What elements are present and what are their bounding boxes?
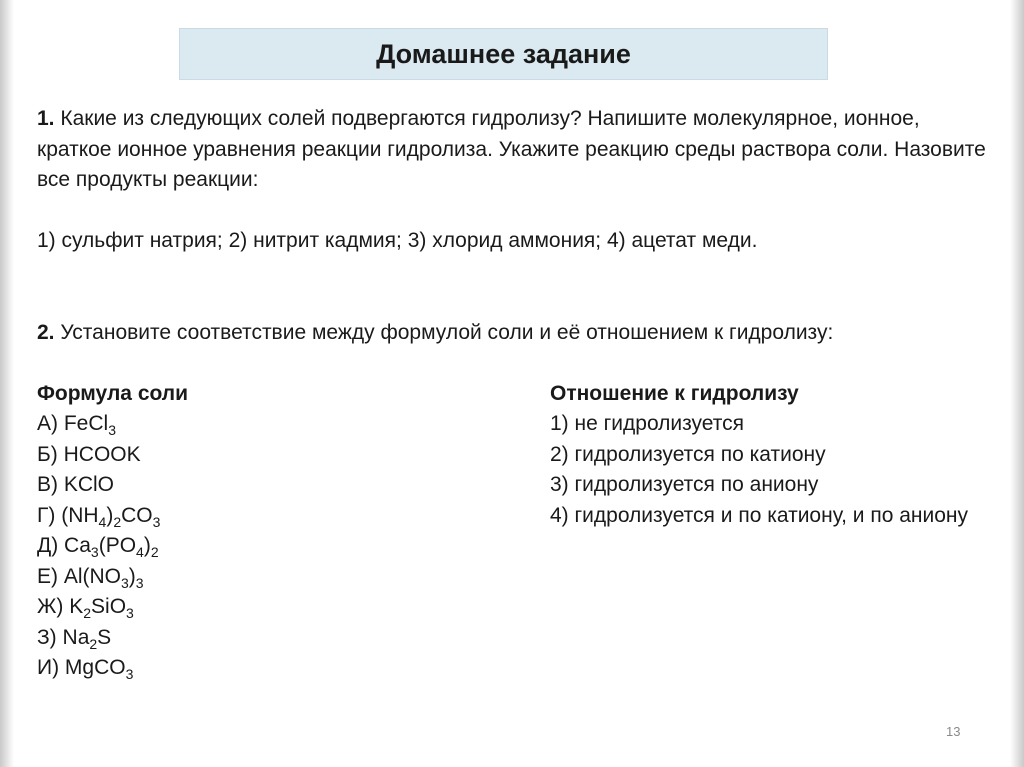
formula-label: Б) <box>37 442 58 466</box>
formula-text: Na <box>56 625 90 649</box>
task1-number: 1. <box>37 107 55 130</box>
left-edge-shadow <box>0 0 14 767</box>
hydrolysis-option-list <box>550 409 990 531</box>
task2-text: Установите соответствие между формулой соли и её отношением к гидролизу: <box>54 320 834 344</box>
formula-list <box>37 409 507 684</box>
formula-text: FeCl <box>58 412 109 435</box>
spacer <box>37 348 997 379</box>
formula-item <box>37 531 507 562</box>
formula-item <box>37 653 507 684</box>
formula-item <box>37 409 507 440</box>
formula-text: CO <box>121 503 153 527</box>
formula-label: И) <box>37 656 60 679</box>
formula-label: Ж) <box>37 595 64 618</box>
hydrolysis-option: 4) гидролизуется и по катиону, и по аниону <box>550 503 969 527</box>
spacer <box>37 257 997 318</box>
formula-label: З) <box>37 625 57 649</box>
formula-column-heading: Формула соли <box>37 381 189 405</box>
formula-subscript: 3 <box>126 605 134 621</box>
formula-item <box>37 501 507 532</box>
formula-text: Al(NO <box>58 564 121 588</box>
formula-text: MgCO <box>59 656 126 679</box>
formula-text: K <box>63 595 84 618</box>
formula-text: S <box>97 625 112 649</box>
formula-text: Ca <box>58 534 91 557</box>
spacer <box>37 196 997 227</box>
task1-paragraph <box>37 104 997 196</box>
task2-paragraph <box>37 318 997 349</box>
formula-text: KClO <box>58 473 115 496</box>
formula-item <box>37 592 507 623</box>
slide-title: Домашнее задание <box>376 38 631 69</box>
formula-subscript: 2 <box>113 513 122 530</box>
formula-label: Д) <box>37 534 59 557</box>
formula-item <box>37 440 507 471</box>
formula-subscript: 3 <box>135 574 144 591</box>
formula-label: А) <box>37 412 58 435</box>
formula-subscript: 3 <box>121 574 129 591</box>
formula-item <box>37 623 507 654</box>
matching-columns <box>37 379 997 689</box>
hydrolysis-option: 2) гидролизуется по катиону <box>550 442 826 466</box>
formula-text: SiO <box>91 595 127 618</box>
formula-subscript: 4 <box>136 544 144 560</box>
task1-salt-list: 1) сульфит натрия; 2) нитрит кадмия; 3) хлорид аммония; 4) ацетат меди. <box>37 229 758 252</box>
formula-subscript: 3 <box>125 666 134 682</box>
formula-subscript: 2 <box>83 605 92 621</box>
formula-label: В) <box>37 473 58 496</box>
formula-subscript: 2 <box>89 635 98 652</box>
task2-number: 2. <box>37 320 55 344</box>
formula-item <box>37 470 507 501</box>
formula-subscript: 3 <box>90 544 99 560</box>
hydrolysis-option: 3) гидролизуется по аниону <box>550 473 819 496</box>
formula-subscript: 3 <box>152 513 161 530</box>
formula-subscript: 2 <box>150 544 159 560</box>
formula-text: ) <box>128 564 136 588</box>
formula-label: Е) <box>37 564 58 588</box>
formula-subscript: 4 <box>98 513 107 530</box>
hydrolysis-column-heading: Отношение к гидролизу <box>550 381 799 405</box>
right-edge-shadow <box>1010 0 1024 767</box>
formula-label: Г) <box>37 503 56 527</box>
formula-subscript: 3 <box>108 422 116 438</box>
task1-text: Какие из следующих солей подвергаются гидролизу? Напишите молекулярное, ионное, краткое ионное уравнения реакции гидролиза. Укажите реакцию среды раствора соли. Назовите все продукты реакции: <box>37 107 986 191</box>
formula-text: ) <box>143 534 151 557</box>
slide-content <box>37 104 997 689</box>
page-number: 13 <box>946 724 961 739</box>
title-banner <box>179 28 828 80</box>
formula-text: (NH <box>55 503 99 527</box>
hydrolysis-column <box>550 379 990 532</box>
formula-text: HCOOK <box>57 442 141 466</box>
formula-text: (PO <box>98 534 137 557</box>
formula-column <box>37 379 507 684</box>
formula-text: ) <box>106 503 114 527</box>
hydrolysis-option: 1) не гидролизуется <box>550 412 745 435</box>
formula-item <box>37 562 507 593</box>
